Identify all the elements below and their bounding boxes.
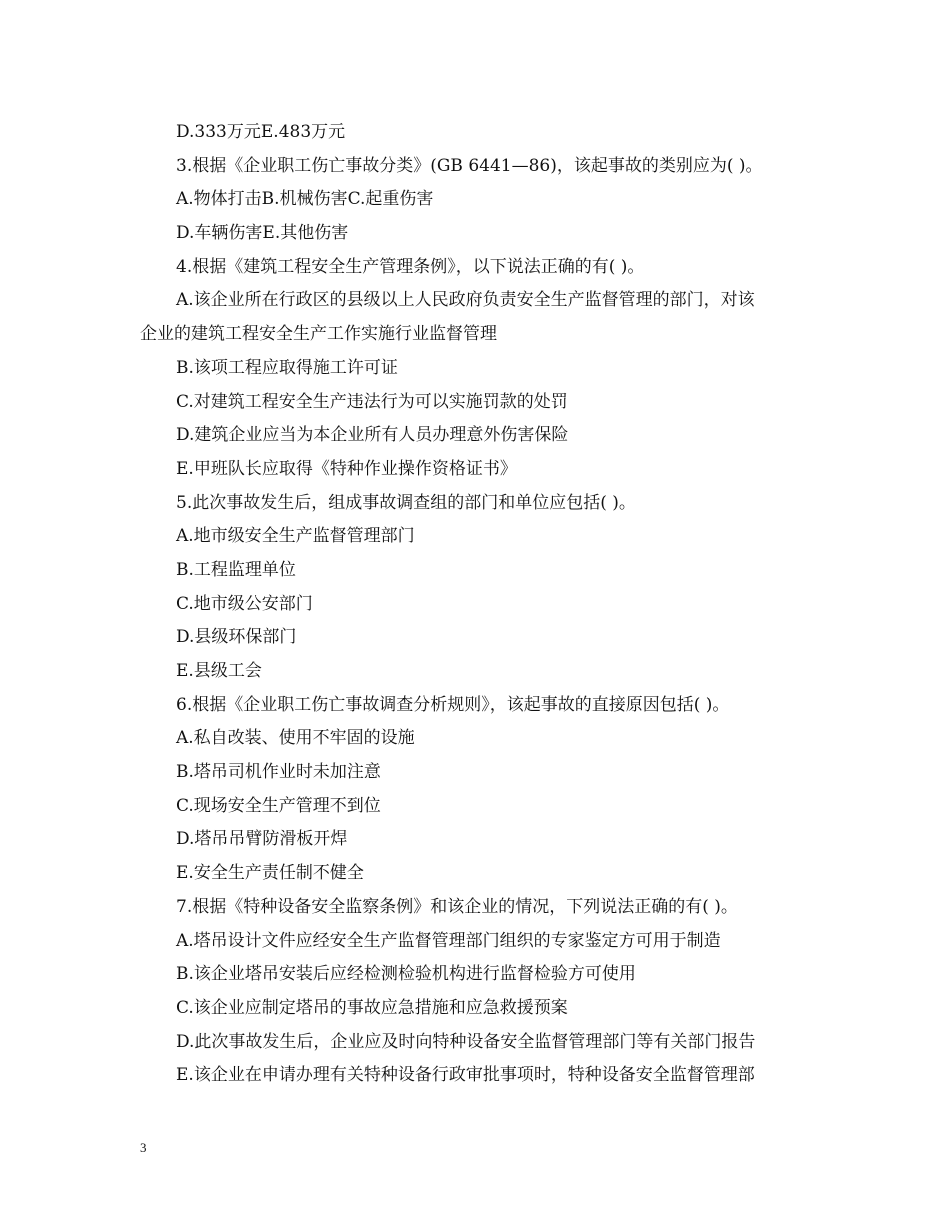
text-line: D.塔吊吊臂防滑板开焊 xyxy=(176,829,348,850)
text-line: B.该企业塔吊安装后应经检测检验机构进行监督检验方可使用 xyxy=(176,964,636,985)
text-line: A.私自改装、使用不牢固的设施 xyxy=(176,728,415,749)
text-line: D.此次事故发生后，企业应及时向特种设备安全监督管理部门等有关部门报告 xyxy=(176,1031,756,1052)
text-line: C.现场安全生产管理不到位 xyxy=(176,795,381,816)
text-line: 6.根据《企业职工伤亡事故调查分析规则》，该起事故的直接原因包括( )。 xyxy=(176,694,730,715)
text-line: D.县级环保部门 xyxy=(176,627,297,648)
text-line: B.工程监理单位 xyxy=(176,559,296,580)
text-line: B.该项工程应取得施工许可证 xyxy=(176,357,398,378)
text-line: C.对建筑工程安全生产违法行为可以实施罚款的处罚 xyxy=(176,391,568,412)
text-line: 5.此次事故发生后，组成事故调查组的部门和单位应包括( )。 xyxy=(176,492,636,513)
text-line: E.安全生产责任制不健全 xyxy=(176,863,364,884)
text-line: D.车辆伤害E.其他伤害 xyxy=(176,223,349,244)
text-line: 4.根据《建筑工程安全生产管理条例》，以下说法正确的有( )。 xyxy=(176,256,645,277)
text-line: 企业的建筑工程安全生产工作实施行业监督管理 xyxy=(140,324,497,345)
text-line: A.地市级安全生产监督管理部门 xyxy=(176,526,415,547)
text-line: C.该企业应制定塔吊的事故应急措施和应急救援预案 xyxy=(176,997,568,1018)
text-line: E.县级工会 xyxy=(176,661,262,681)
text-line: A.塔吊设计文件应经安全生产监督管理部门组织的专家鉴定方可用于制造 xyxy=(176,930,721,951)
document-body xyxy=(140,116,820,1093)
text-line: E.甲班队长应取得《特种作业操作资格证书》 xyxy=(176,458,517,479)
text-line: C.地市级公安部门 xyxy=(176,593,313,614)
text-line: 3.根据《企业职工伤亡事故分类》(GB 6441—86)，该起事故的类别应为( )。 xyxy=(176,155,763,176)
text-line: D.333万元E.483万元 xyxy=(176,122,346,142)
text-line: A.物体打击B.机械伤害C.起重伤害 xyxy=(176,189,434,210)
text-line: A.该企业所在行政区的县级以上人民政府负责安全生产监督管理的部门，对该 xyxy=(176,290,755,311)
text-line: E.该企业在申请办理有关特种设备行政审批事项时，特种设备安全监督管理部 xyxy=(176,1065,755,1086)
page-number: 3 xyxy=(140,1140,147,1155)
text-line: 7.根据《特种设备安全监察条例》和该企业的情况，下列说法正确的有( )。 xyxy=(176,896,738,917)
text-line: B.塔吊司机作业时未加注意 xyxy=(176,762,381,783)
text-line: D.建筑企业应当为本企业所有人员办理意外伤害保险 xyxy=(176,425,569,446)
